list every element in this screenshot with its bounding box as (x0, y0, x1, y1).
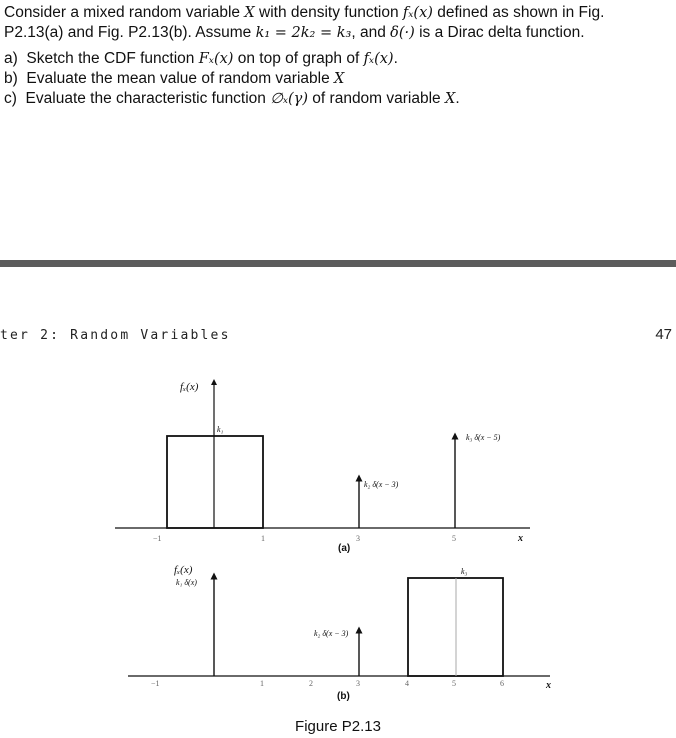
sublabel-a: (a) (338, 543, 351, 554)
rect-label-a: k₁ (217, 425, 224, 434)
figure-caption (0, 718, 676, 735)
tick-label: −1 (153, 534, 162, 543)
tick-label: 3 (356, 534, 360, 543)
uniform-rect-a (167, 436, 263, 528)
tick-label: −1 (151, 679, 160, 688)
math-fx: fₓ(x) (402, 5, 433, 21)
math-delta: δ(·) (390, 25, 415, 41)
text: on top of graph of (233, 50, 364, 67)
tick-label: 1 (260, 679, 264, 688)
tick-label: 5 (452, 679, 456, 688)
problem-statement (4, 3, 672, 109)
part-label: b) (4, 70, 18, 87)
tick-label: 4 (405, 679, 409, 688)
chapter-header: ter 2: Random Variables (0, 328, 231, 343)
text: Evaluate the characteristic function (25, 90, 271, 107)
part-a (4, 49, 672, 69)
figure-b (128, 564, 551, 702)
x-label-b: x (546, 680, 551, 691)
tick-label: 1 (261, 534, 265, 543)
figure-p2-13 (0, 360, 676, 720)
text: . (455, 90, 460, 107)
tick-label: 3 (356, 679, 360, 688)
impulse1-label-a: k₂ δ(x − 3) (364, 480, 399, 489)
x-label-a: x (518, 533, 523, 544)
text: . (393, 50, 398, 67)
math: ∅ₓ(γ) (270, 91, 308, 107)
impulse0-label-b: k₁ δ(x) (176, 578, 197, 587)
tick-label: 2 (309, 679, 313, 688)
part-c (4, 89, 672, 109)
math: Fₓ(x) (198, 51, 234, 67)
math: X (334, 71, 345, 87)
tick-label: 5 (452, 534, 456, 543)
text: Evaluate the mean value of random variable (26, 70, 335, 87)
figure-a (115, 381, 530, 554)
part-label: a) (4, 50, 18, 67)
math: fₓ(x) (363, 51, 394, 67)
text: Sketch the CDF function (26, 50, 199, 67)
text: P2.13(a) and Fig. P2.13(b). Assume (4, 24, 256, 41)
math-X: X (244, 5, 255, 21)
part-b (4, 69, 672, 89)
impulse1-label-b: k₂ δ(x − 3) (314, 629, 349, 638)
section-divider (0, 260, 676, 267)
text: is a Dirac delta function. (414, 24, 585, 41)
rect-label-b: k₃ (461, 567, 468, 576)
caption-text: Figure P2.13 (295, 718, 381, 735)
y-label-a: fₓ(x) (180, 381, 199, 393)
part-label: c) (4, 90, 17, 107)
math: X (445, 91, 456, 107)
math-assumption: k₁ = 2k₂ = k₃ (255, 25, 352, 41)
text: , and (351, 24, 391, 41)
impulse2-label-a: k₃ δ(x − 5) (466, 433, 501, 442)
problem-line-2 (4, 23, 672, 43)
text: Consider a mixed random variable (4, 4, 245, 21)
text: of random variable (308, 90, 445, 107)
problem-line-1 (4, 3, 672, 23)
tick-label: 6 (500, 679, 504, 688)
sublabel-b: (b) (337, 691, 350, 702)
text: with density function (254, 4, 403, 21)
y-label-b: fₓ(x) (174, 564, 193, 576)
question-parts (4, 49, 672, 109)
text: defined as shown in Fig. (432, 4, 605, 21)
page-number: 47 (655, 326, 672, 343)
